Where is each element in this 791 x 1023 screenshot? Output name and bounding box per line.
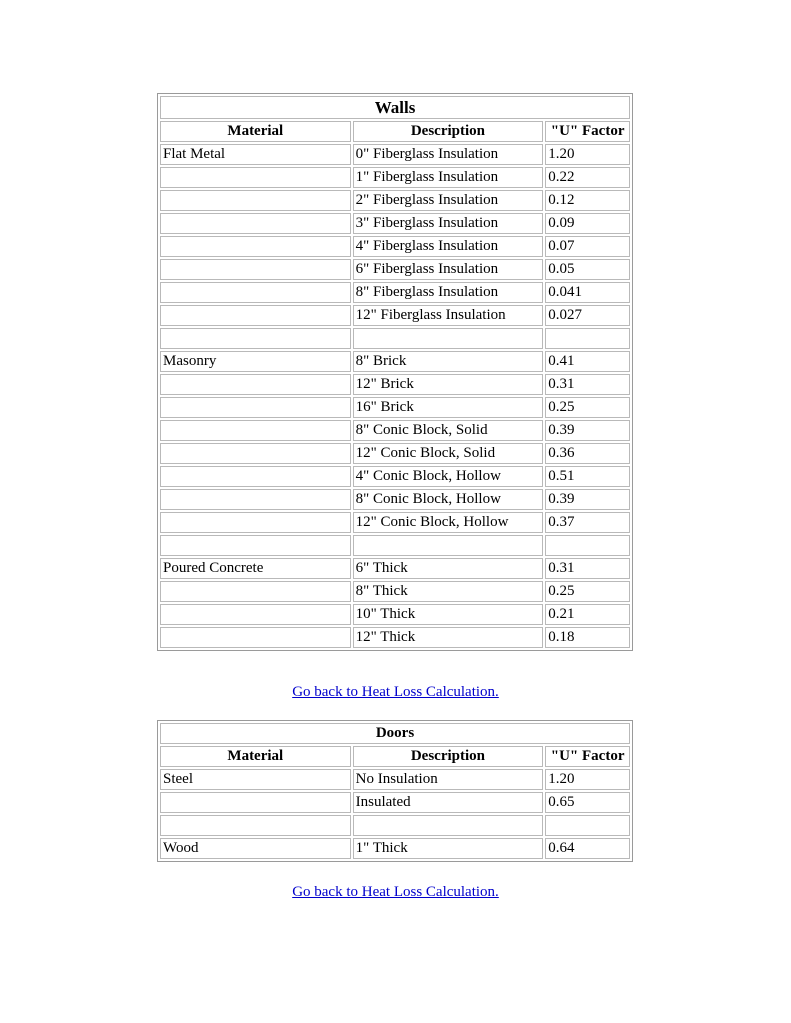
u-factor-cell: 1.20 [545,769,630,790]
u-factor-cell: 0.18 [545,627,630,648]
column-header-description: Description [353,746,544,767]
u-factor-cell: 0.25 [545,581,630,602]
material-cell [160,282,351,303]
table-row [160,282,630,303]
table-row [160,466,630,487]
description-cell: 1" Thick [353,838,544,859]
description-cell: 2" Fiberglass Insulation [353,190,544,211]
table-row [160,351,630,372]
table-row [160,627,630,648]
u-factor-cell: 0.41 [545,351,630,372]
table-row [160,512,630,533]
u-factor-cell: 0.31 [545,374,630,395]
u-factor-cell: 0.09 [545,213,630,234]
doors-table [157,720,633,862]
table-row [160,213,630,234]
u-factor-cell: 0.31 [545,558,630,579]
material-cell [160,328,351,349]
u-factor-cell: 0.07 [545,236,630,257]
description-cell: 8" Thick [353,581,544,602]
material-cell [160,535,351,556]
doors-header-row [160,746,630,767]
table-row [160,259,630,280]
u-factor-cell: 0.39 [545,420,630,441]
column-header-u-factor: "U" Factor [545,121,630,142]
description-cell: 8" Conic Block, Hollow [353,489,544,510]
table-row [160,305,630,326]
description-cell: 12" Conic Block, Solid [353,443,544,464]
table-row [160,558,630,579]
column-header-material: Material [160,121,351,142]
column-header-u-factor: "U" Factor [545,746,630,767]
back-link-container [0,884,791,901]
material-cell: Masonry [160,351,351,372]
material-cell [160,627,351,648]
u-factor-cell: 0.05 [545,259,630,280]
table-row [160,236,630,257]
material-cell [160,305,351,326]
u-factor-cell: 0.65 [545,792,630,813]
u-factor-cell: 0.041 [545,282,630,303]
description-cell: 4" Fiberglass Insulation [353,236,544,257]
material-cell: Wood [160,838,351,859]
table-row [160,397,630,418]
description-cell: Insulated [353,792,544,813]
description-cell: 0" Fiberglass Insulation [353,144,544,165]
description-cell: 6" Thick [353,558,544,579]
column-header-material: Material [160,746,351,767]
description-cell: 8" Fiberglass Insulation [353,282,544,303]
material-cell [160,466,351,487]
material-cell [160,604,351,625]
walls-title: Walls [160,96,630,119]
table-row [160,167,630,188]
u-factor-cell: 1.20 [545,144,630,165]
material-cell [160,213,351,234]
description-cell: 1" Fiberglass Insulation [353,167,544,188]
table-row [160,535,630,556]
material-cell: Flat Metal [160,144,351,165]
u-factor-cell [545,328,630,349]
table-row [160,328,630,349]
table-row [160,604,630,625]
material-cell [160,397,351,418]
description-cell: No Insulation [353,769,544,790]
description-cell: 4" Conic Block, Hollow [353,466,544,487]
material-cell [160,374,351,395]
material-cell [160,815,351,836]
table-row [160,581,630,602]
table-row [160,420,630,441]
material-cell [160,420,351,441]
doors-title-row [160,723,630,744]
doors-table-body [160,769,630,859]
back-to-heat-loss-link[interactable]: Go back to Heat Loss Calculation. [292,884,499,900]
description-cell [353,815,544,836]
description-cell: 12" Conic Block, Hollow [353,512,544,533]
table-row [160,815,630,836]
description-cell [353,328,544,349]
material-cell [160,512,351,533]
u-factor-cell [545,535,630,556]
description-cell: 10" Thick [353,604,544,625]
description-cell: 12" Thick [353,627,544,648]
description-cell: 16" Brick [353,397,544,418]
material-cell [160,443,351,464]
column-header-description: Description [353,121,544,142]
walls-title-row [160,96,630,119]
material-cell [160,489,351,510]
u-factor-cell: 0.37 [545,512,630,533]
back-link-container [0,684,791,701]
table-row [160,838,630,859]
table-row [160,489,630,510]
description-cell [353,535,544,556]
material-cell [160,792,351,813]
u-factor-cell: 0.51 [545,466,630,487]
u-factor-cell: 0.21 [545,604,630,625]
material-cell [160,236,351,257]
table-row [160,374,630,395]
description-cell: 8" Brick [353,351,544,372]
description-cell: 8" Conic Block, Solid [353,420,544,441]
u-factor-cell: 0.12 [545,190,630,211]
description-cell: 3" Fiberglass Insulation [353,213,544,234]
table-row [160,144,630,165]
back-to-heat-loss-link[interactable]: Go back to Heat Loss Calculation. [292,684,499,700]
material-cell: Steel [160,769,351,790]
material-cell [160,581,351,602]
u-factor-cell: 0.027 [545,305,630,326]
u-factor-cell: 0.25 [545,397,630,418]
u-factor-cell: 0.64 [545,838,630,859]
u-factor-cell: 0.36 [545,443,630,464]
table-row [160,769,630,790]
material-cell [160,259,351,280]
walls-header-row [160,121,630,142]
description-cell: 12" Fiberglass Insulation [353,305,544,326]
u-factor-cell [545,815,630,836]
doors-title: Doors [160,723,630,744]
table-row [160,792,630,813]
material-cell: Poured Concrete [160,558,351,579]
walls-table-body [160,144,630,648]
material-cell [160,190,351,211]
u-factor-cell: 0.39 [545,489,630,510]
u-factor-cell: 0.22 [545,167,630,188]
description-cell: 12" Brick [353,374,544,395]
description-cell: 6" Fiberglass Insulation [353,259,544,280]
table-row [160,190,630,211]
walls-table [157,93,633,651]
material-cell [160,167,351,188]
table-row [160,443,630,464]
